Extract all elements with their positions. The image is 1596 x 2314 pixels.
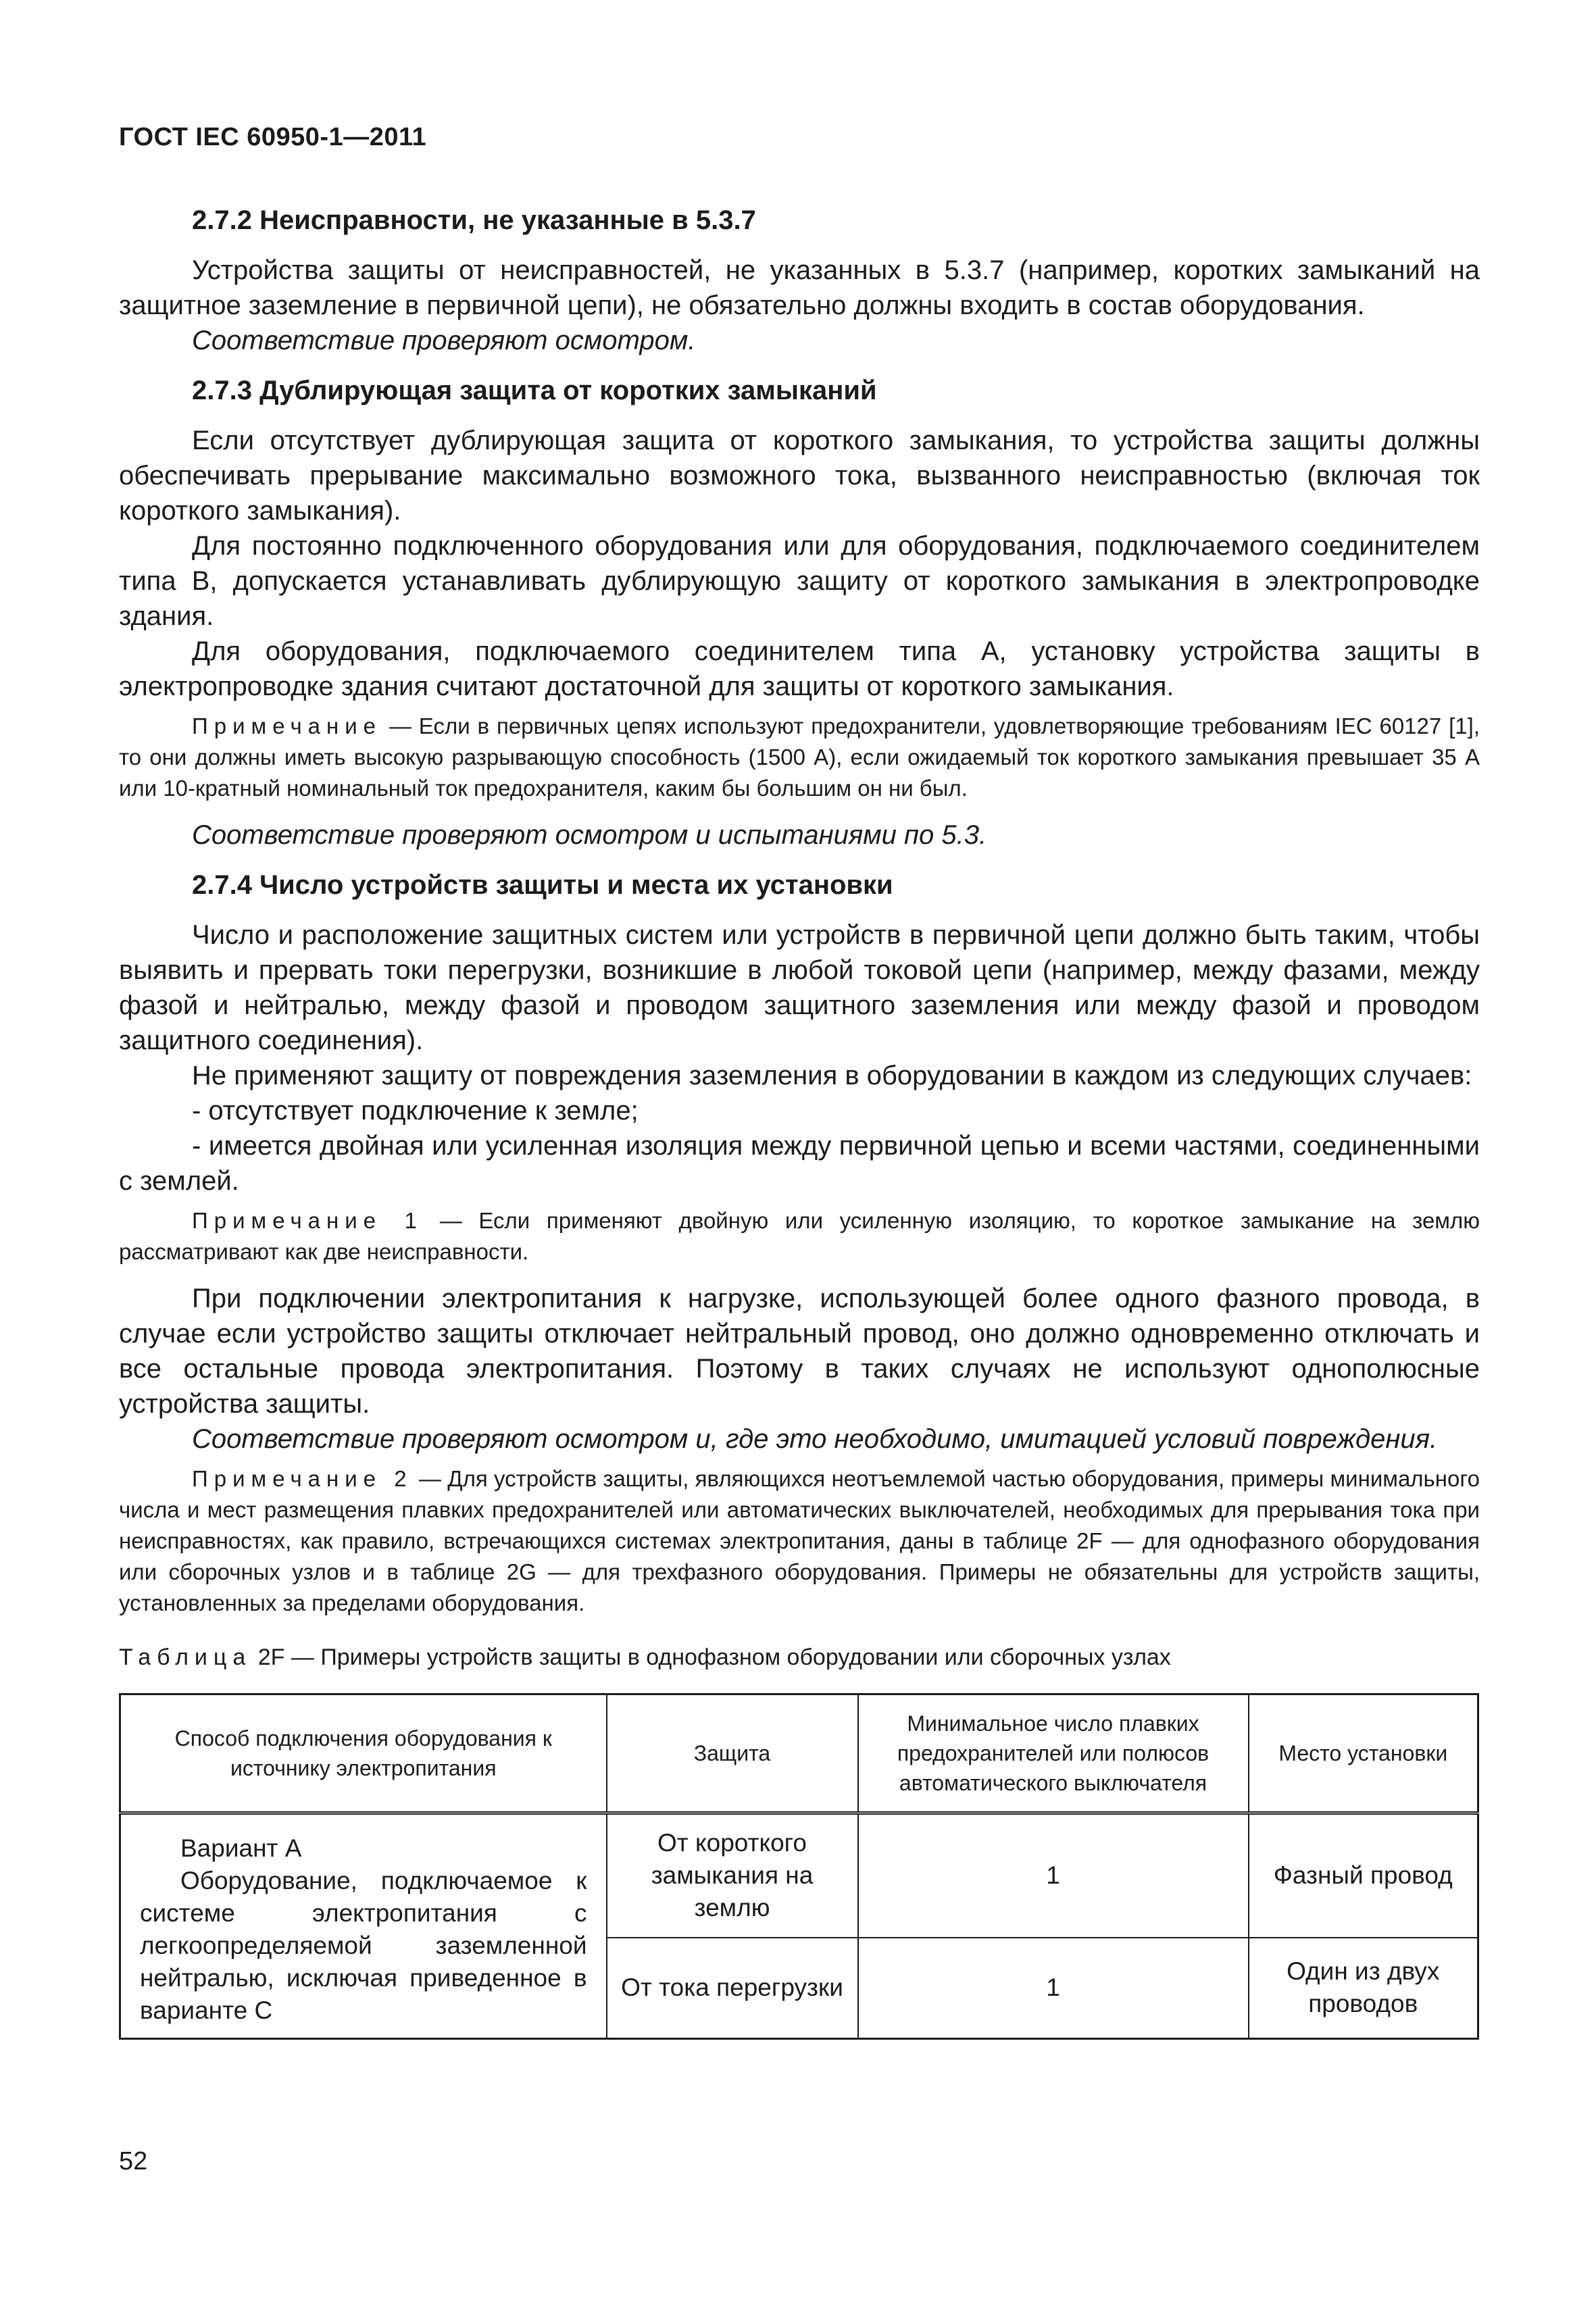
section-2-7-4 bbox=[119, 867, 1480, 1619]
note-text: — Если в первичных цепях используют предохранители, удовлетворяющие требованиям IEC 60127 [1], то они должны иметь высокую разрывающую способность (1500 А), если ожидаемый ток короткого замыкания превышает 35 А или 10-кратный номинальный ток предохранителя, каким бы большим он ни был. bbox=[119, 713, 1480, 801]
column-header: Защита bbox=[607, 1694, 858, 1813]
connection-method-cell bbox=[120, 1813, 607, 2039]
count-cell: 1 bbox=[858, 1938, 1249, 2039]
note-text: — Для устройств защиты, являющихся неотъемлемой частью оборудования, примеры минимального числа и мест размещения плавких предохранителей или автоматических выключателей, необходимых для прерывания тока при неисправностях, как правило, встречающихся системах электропитания, даны в таблице 2F — для однофазного оборудования или сборочных узлов и в таблице 2G — для трехфазного оборудования. Примеры не обязательны для устройств защиты, установленных за пределами оборудования. bbox=[119, 1466, 1480, 1615]
paragraph: Устройства защиты от неисправностей, не указанных в 5.3.7 (например, коротких замыканий на защитное заземление в первичной цепи), не обязательно должны входить в состав оборудования. bbox=[119, 255, 1480, 320]
count-cell: 1 bbox=[858, 1813, 1249, 1938]
table-caption-text: 2F — Примеры устройств защиты в однофазном оборудовании или сборочных узлах bbox=[251, 1644, 1171, 1670]
compliance-check: Соответствие проверяют осмотром и испытаниями по 5.3. bbox=[192, 820, 987, 850]
table-row bbox=[120, 1813, 1478, 1938]
list-item: - имеется двойная или усиленная изоляция между первичной цепью и всеми частями, соединенными с землей. bbox=[119, 1131, 1480, 1196]
variant-description: Оборудование, подключаемое к системе электропитания с легкоопределяемой заземленной нейтралью, исключая приведенное в варианте С bbox=[140, 1867, 587, 2024]
table-caption-label: Таблица bbox=[119, 1644, 252, 1670]
location-cell: Фазный провод bbox=[1249, 1813, 1478, 1938]
page-content bbox=[119, 203, 1480, 2040]
paragraph: Для постоянно подключенного оборудования или для оборудования, подключаемого соединителем типа В, допускается устанавливать дублирующую защиту от короткого замыкания в электропроводке здания. bbox=[119, 531, 1480, 631]
section-heading: 2.7.4 Число устройств защиты и места их установки bbox=[192, 870, 893, 900]
section-2-7-3 bbox=[119, 373, 1480, 853]
page-number: 52 bbox=[119, 2147, 148, 2175]
section-heading: 2.7.3 Дублирующая защита от коротких замыканий bbox=[192, 376, 877, 405]
protection-cell: От тока перегрузки bbox=[607, 1938, 858, 2039]
note-label: Примечание bbox=[192, 713, 382, 738]
list-item: - отсутствует подключение к земле; bbox=[192, 1096, 639, 1126]
paragraph: Если отсутствует дублирующая защита от короткого замыкания, то устройства защиты должны обеспечивать прерывание максимально возможного тока, вызванного неисправностью (включая ток короткого замыкания). bbox=[119, 426, 1480, 526]
table-caption bbox=[119, 1642, 1480, 1673]
compliance-check: Соответствие проверяют осмотром и, где это необходимо, имитацией условий повреждения. bbox=[192, 1424, 1438, 1454]
paragraph: Для оборудования, подключаемого соединителем типа А, установку устройства защиты в электропроводке здания считают достаточной для защиты от короткого замыкания. bbox=[119, 636, 1480, 701]
column-header: Минимальное число плавких предохранителей или полюсов автоматического выключателя bbox=[858, 1694, 1249, 1813]
protection-table bbox=[119, 1693, 1479, 2040]
protection-cell: От короткого замыкания на землю bbox=[607, 1813, 858, 1938]
column-header: Место установки bbox=[1249, 1694, 1478, 1813]
note-text: — Если применяют двойную или усиленную изоляцию, то короткое замыкание на землю рассматривают как две неисправности. bbox=[119, 1208, 1480, 1264]
paragraph: При подключении электропитания к нагрузке, использующей более одного фазного провода, в случае если устройство защиты отключает нейтральный провод, оно должно одновременно отключать и все остальные провода электропитания. Поэтому в таких случаях не используют однополюсные устройства защиты. bbox=[119, 1284, 1480, 1419]
section-heading: 2.7.2 Неисправности, не указанные в 5.3.7 bbox=[192, 205, 756, 235]
table-header-row bbox=[120, 1694, 1478, 1813]
variant-title: Вариант А bbox=[180, 1834, 302, 1862]
paragraph: Число и расположение защитных систем или устройств в первичной цепи должно быть таким, чтобы выявить и прервать токи перегрузки, возникшие в любой токовой цепи (например, между фазами, между фазой и нейтралью, между фазой и проводом защитного заземления или между фазой и проводом защитного соединения). bbox=[119, 920, 1480, 1055]
location-cell: Один из двух проводов bbox=[1249, 1938, 1478, 2039]
note bbox=[119, 1205, 1480, 1267]
compliance-check: Соответствие проверяют осмотром. bbox=[192, 326, 696, 355]
section-2-7-2 bbox=[119, 203, 1480, 358]
note-label: Примечание 1 bbox=[192, 1208, 424, 1233]
note bbox=[119, 711, 1480, 804]
document-header: ГОСТ IEC 60950-1—2011 bbox=[119, 123, 427, 151]
column-header: Способ подключения оборудования к источнику электропитания bbox=[120, 1694, 607, 1813]
note bbox=[119, 1463, 1480, 1619]
note-label: Примечание 2 bbox=[192, 1466, 413, 1491]
paragraph: Не применяют защиту от повреждения заземления в оборудовании в каждом из следующих случаев: bbox=[192, 1061, 1472, 1090]
